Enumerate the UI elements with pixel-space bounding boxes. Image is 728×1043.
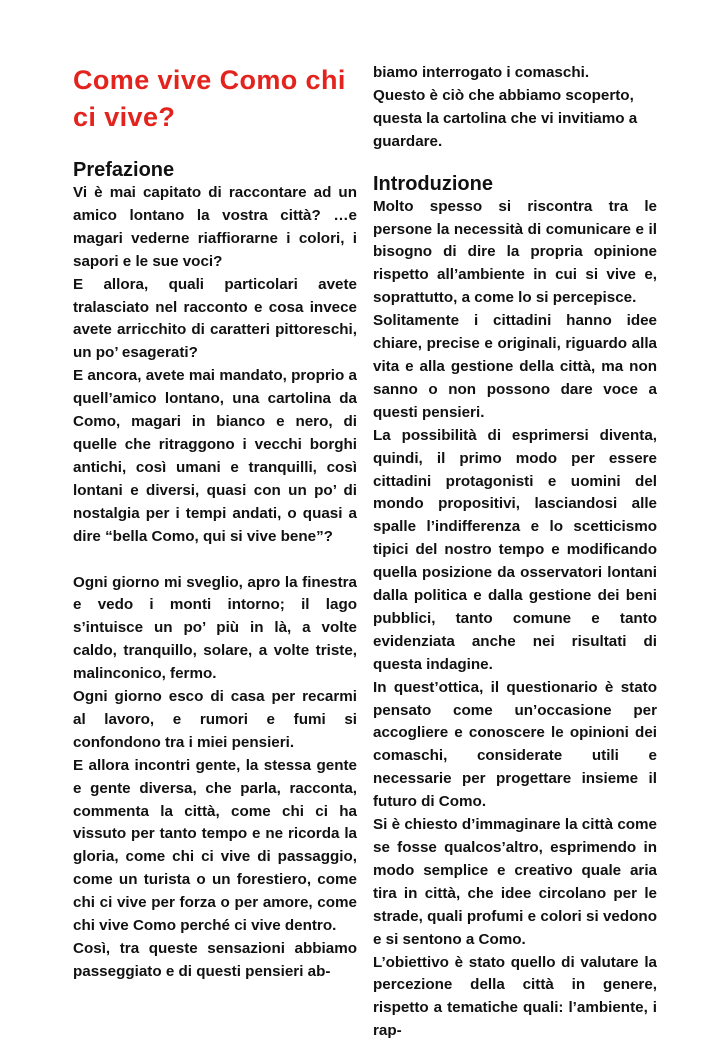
intro-heading: Introduzione [373, 172, 493, 195]
intro-paragraph-2: Solitamente i cittadini hanno idee chiare, precise e originali, riguardo alla vita e alla gestione della città, ma non sanno o non possono dare voce a questi pensieri. [373, 312, 657, 421]
paragraph-gap [73, 549, 357, 572]
continuation-line-2: Questo è ciò che abbiamo scoperto, [373, 86, 634, 104]
right-column [373, 62, 657, 1043]
preface-paragraph-2: E allora, quali particolari avete tralasciato nel racconto e cosa invece avete arricchito di caratteri pittoreschi, un po’ esagerati? [73, 275, 357, 362]
page-title: Come vive Como chi ci vive? [73, 65, 346, 132]
preface-heading: Prefazione [73, 159, 175, 181]
preface-paragraph-6: E allora incontri gente, la stessa gente e gente diversa, che parla, racconta, commenta la città, come chi ci ha vissuto per tanto tempo e ne ricorda la gloria, come chi ci vive di passaggio, come un turista o un forestiero, come chi ci vive per forza o per amore, come chi vive Como perché ci vive dentro. [73, 756, 357, 935]
preface-paragraph-7: Così, tra queste sensazioni abbiamo passeggiato e di questi pensieri ab- [73, 940, 357, 980]
continuation-line-3: questa la cartolina che vi invitiamo a [373, 109, 638, 127]
preface-paragraph-1: Vi è mai capitato di raccontare ad un amico lontano la vostra città? …e magari vederne riaffiorarne i colori, i sapori e le sue voci? [73, 184, 357, 270]
left-column [73, 62, 357, 984]
intro-paragraph-3: La possibilità di esprimersi diventa, quindi, il primo modo per essere cittadini protagonisti e uomini del mondo propositivi, lasciandosi alle spalle l’indifferenza e lo scetticismo tipici del nostro tempo e modificando quella posizione da osservatori lontani dalla politica e dalla gestione dei beni pubblici, tanto comune e tanto evidenziata anche nei risultati di questa indagine. [373, 426, 657, 673]
preface-paragraph-5: Ogni giorno esco di casa per recarmi al lavoro, e rumori e fumi si confondono tra i miei pensieri. [73, 688, 357, 751]
preface-paragraph-3: E ancora, avete mai mandato, proprio a quell’amico lontano, una cartolina da Como, magari in bianco e nero, di quelle che ritraggono i vecchi borghi antichi, così umani e tranquilli, così lontani e diversi, quasi con un po’ di nostalgia per i tempi andati, o quasi a dire “bella Como, qui si vive bene”? [73, 367, 357, 545]
continuation-line-1: biamo interrogato i comaschi. [373, 64, 590, 81]
intro-paragraph-6: L’obiettivo è stato quello di valutare la percezione della città in genere, rispetto a tematiche quali: l’ambiente, i rap- [373, 953, 657, 1040]
continuation-line-4: guardare. [373, 132, 443, 150]
intro-paragraph-4: In quest’ottica, il questionario è stato pensato come un’occasione per accogliere e conoscere le opinioni dei comaschi, considerate utili e necessarie per progettare insieme il futuro di Como. [373, 678, 657, 811]
preface-paragraph-4: Ogni giorno mi sveglio, apro la finestra e vedo i monti intorno; il lago s’intuisce un po’ più in là, a volte caldo, tranquillo, solare, a volte triste, malinconico, fermo. [73, 573, 357, 683]
intro-paragraph-1: Molto spesso si riscontra tra le persone la necessità di comunicare e il bisogno di dire la propria opinione rispetto all’ambiente in cui si vive e, soprattutto, a come lo si percepisce. [373, 197, 657, 307]
intro-paragraph-5: Si è chiesto d’immaginare la città come se fosse qualcos’altro, esprimendo in modo semplice e creativo quale aria tira in città, che idee circolano per le strade, quali profumi e colori si vedono e si sentono a Como. [373, 816, 657, 948]
